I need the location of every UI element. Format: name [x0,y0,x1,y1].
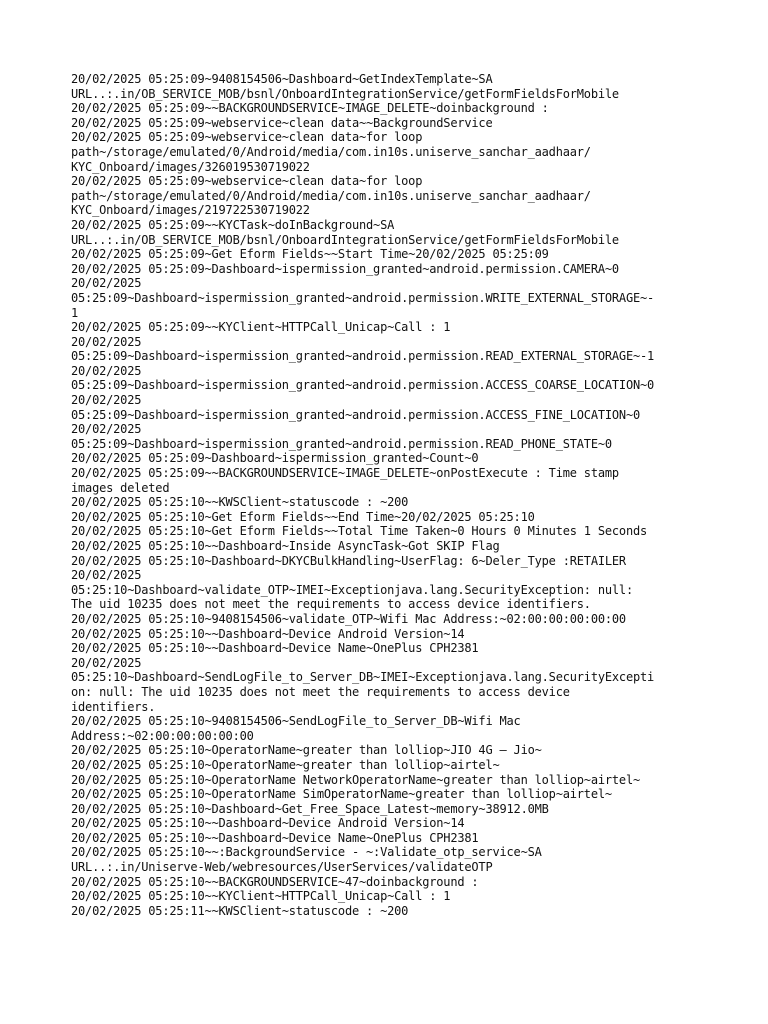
log-line: 20/02/2025 05:25:10~~KYClient~HTTPCall_Unicap~Call : 1 [71,889,451,904]
log-line: 20/02/2025 05:25:10~OperatorName NetworkOperatorName~greater than lolliop~airtel~ [71,772,640,787]
log-line: 20/02/2025 05:25:09~9408154506~Dashboard~GetIndexTemplate~SA [71,72,493,86]
log-line: 20/02/2025 05:25:10~Get Eform Fields~~End Time~20/02/2025 05:25:10 [71,509,535,524]
log-line: 05:25:10~Dashboard~SendLogFile_to_Server_DB~IMEI~Exceptionjava.lang.SecurityExcepti [71,670,655,685]
log-line: 1 [71,305,79,320]
log-line: 20/02/2025 05:25:10~OperatorName SimOperatorName~greater than lolliop~airtel~ [71,787,612,802]
log-text-block [71,72,711,918]
log-line: 20/02/2025 05:25:10~~BACKGROUNDSERVICE~47~doinbackground : [71,874,479,889]
log-line: 05:25:10~Dashboard~validate_OTP~IMEI~Exceptionjava.lang.SecurityException: null: [71,582,633,597]
log-line: 20/02/2025 05:25:11~~KWSClient~statuscode : ~200 [71,903,409,918]
log-line: The uid 10235 does not meet the requirements to access device identifiers. [71,597,591,612]
log-line: 20/02/2025 05:25:09~Get Eform Fields~~Start Time~20/02/2025 05:25:09 [71,247,549,262]
log-line: 20/02/2025 [71,334,142,349]
log-line: 20/02/2025 05:25:10~OperatorName~greater than lolliop~JIO 4G — Jio~ [71,743,542,758]
log-line: 20/02/2025 05:25:09~webservice~clean data~for loop [71,174,423,189]
log-line: 20/02/2025 05:25:09~~BACKGROUNDSERVICE~IMAGE_DELETE~doinbackground : [71,101,549,116]
log-line: 20/02/2025 05:25:10~9408154506~validate_OTP~Wifi Mac Address:~02:00:00:00:00:00 [71,611,626,626]
log-line: 20/02/2025 [71,568,142,583]
log-line: 20/02/2025 05:25:10~~:BackgroundService - ~:Validate_otp_service~SA [71,845,542,860]
log-line: 20/02/2025 05:25:10~Get Eform Fields~~Total Time Taken~0 Hours 0 Minutes 1 Seconds [71,524,648,539]
log-line: KYC_Onboard/images/219722530719022 [71,203,310,218]
log-line: 20/02/2025 05:25:09~webservice~clean data~~BackgroundService [71,115,493,130]
log-line: 20/02/2025 05:25:10~~Dashboard~Inside AsyncTask~Got SKIP Flag [71,539,500,553]
log-line: 05:25:09~Dashboard~ispermission_granted~android.permission.READ_EXTERNAL_STORAGE~-1 [71,349,655,364]
log-line: 20/02/2025 05:25:09~Dashboard~ispermission_granted~Count~0 [71,451,479,466]
log-line: 20/02/2025 05:25:10~~Dashboard~Device Name~OnePlus CPH2381 [71,641,479,656]
log-line: Address:~02:00:00:00:00:00 [71,728,254,743]
log-line: 20/02/2025 05:25:10~~KWSClient~statuscode : ~200 [71,495,409,510]
log-line: 20/02/2025 [71,276,142,291]
log-line: 20/02/2025 05:25:09~webservice~clean data~for loop [71,130,423,145]
log-line: 20/02/2025 [71,422,142,437]
log-line: 20/02/2025 05:25:10~Dashboard~Get_Free_Space_Latest~memory~38912.0MB [71,801,549,816]
log-line: 05:25:09~Dashboard~ispermission_granted~android.permission.WRITE_EXTERNAL_STORAGE~- [71,290,655,305]
log-line: 20/02/2025 05:25:09~~BACKGROUNDSERVICE~IMAGE_DELETE~onPostExecute : Time stamp [71,466,619,481]
log-line: URL..:.in/OB_SERVICE_MOB/bsnl/OnboardIntegrationService/getFormFieldsForMobile [71,86,619,101]
log-line: 05:25:09~Dashboard~ispermission_granted~android.permission.ACCESS_COARSE_LOCATION~0 [71,378,655,393]
log-line: 20/02/2025 05:25:10~9408154506~SendLogFile_to_Server_DB~Wifi Mac [71,714,521,729]
log-line: images deleted [71,480,170,495]
log-line: 20/02/2025 05:25:09~~KYClient~HTTPCall_Unicap~Call : 1 [71,320,451,335]
log-line: 20/02/2025 05:25:10~~Dashboard~Device Name~OnePlus CPH2381 [71,830,479,845]
log-line: URL..:.in/OB_SERVICE_MOB/bsnl/OnboardIntegrationService/getFormFieldsForMobile [71,232,619,247]
log-line: 20/02/2025 05:25:10~~Dashboard~Device Android Version~14 [71,816,465,831]
log-line: 05:25:09~Dashboard~ispermission_granted~android.permission.READ_PHONE_STATE~0 [71,436,612,451]
log-line: path~/storage/emulated/0/Android/media/com.in10s.uniserve_sanchar_aadhaar/ [71,144,591,159]
log-line: 20/02/2025 [71,363,142,378]
log-line: URL..:.in/Uniserve-Web/webresources/UserServices/validateOTP [71,860,493,875]
log-line: on: null: The uid 10235 does not meet the requirements to access device [71,684,570,699]
log-line: 20/02/2025 05:25:09~~KYCTask~doInBackground~SA [71,217,395,232]
log-line: 20/02/2025 [71,393,142,408]
log-line: 20/02/2025 05:25:10~Dashboard~DKYCBulkHandling~UserFlag: 6~Deler_Type :RETAILER [71,553,626,568]
log-line: 20/02/2025 05:25:10~~Dashboard~Device Android Version~14 [71,626,465,641]
log-line: 20/02/2025 [71,655,142,670]
log-line: path~/storage/emulated/0/Android/media/com.in10s.uniserve_sanchar_aadhaar/ [71,188,591,203]
log-line: KYC_Onboard/images/326019530719022 [71,159,310,174]
log-line: 20/02/2025 05:25:09~Dashboard~ispermission_granted~android.permission.CAMERA~0 [71,261,619,276]
log-line: 05:25:09~Dashboard~ispermission_granted~android.permission.ACCESS_FINE_LOCATION~0 [71,407,640,422]
log-line: identifiers. [71,699,156,714]
log-line: 20/02/2025 05:25:10~OperatorName~greater than lolliop~airtel~ [71,757,500,772]
